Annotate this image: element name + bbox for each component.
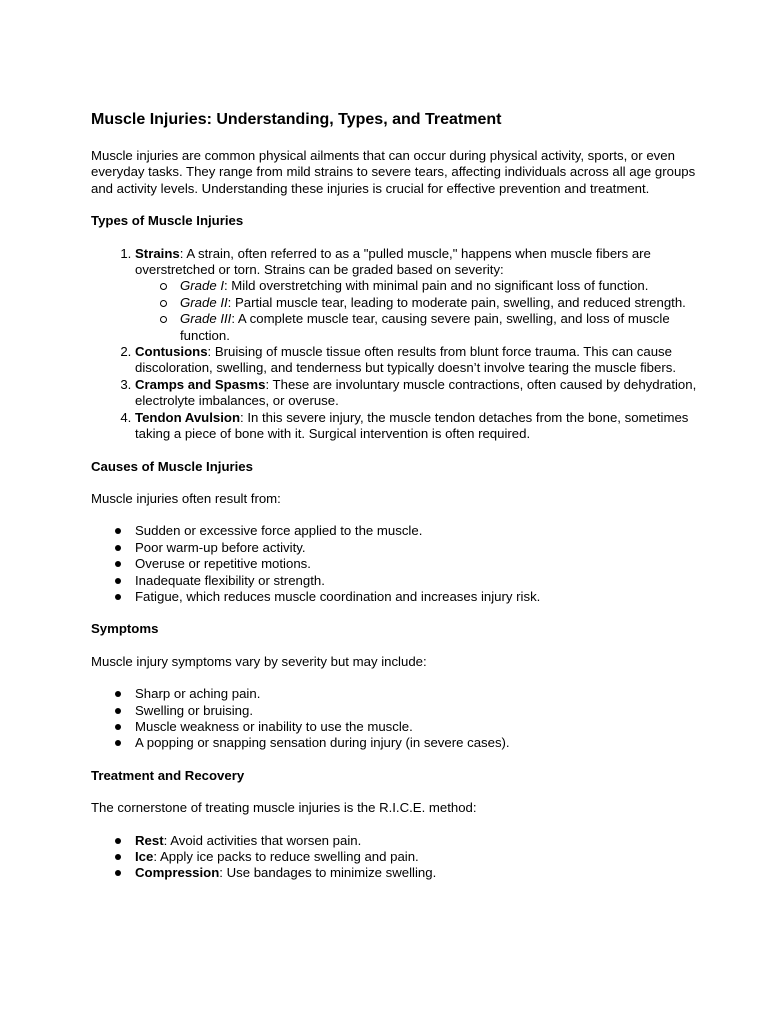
symptoms-intro: Muscle injury symptoms vary by severity but may include: bbox=[91, 653, 427, 669]
term-rest: Rest bbox=[135, 832, 164, 848]
rest-text: : Avoid activities that worsen pain. bbox=[163, 832, 362, 848]
list-item-contusions bbox=[135, 344, 708, 377]
causes-list bbox=[91, 523, 708, 605]
list-item: Sharp or aching pain. bbox=[135, 686, 708, 702]
grade-text: : Partial muscle tear, leading to moderate pain, swelling, and reduced strength. bbox=[227, 294, 686, 310]
list-item: A popping or snapping sensation during injury (in severe cases). bbox=[135, 735, 708, 751]
types-heading: Types of Muscle Injuries bbox=[91, 213, 244, 229]
term-strains: Strains bbox=[135, 245, 180, 261]
grade-text: : A complete muscle tear, causing severe pain, swelling, and loss of muscle function. bbox=[180, 311, 670, 343]
list-item: Inadequate flexibility or strength. bbox=[135, 573, 708, 589]
list-item: Sudden or excessive force applied to the muscle. bbox=[135, 523, 708, 539]
strains-text: : A strain, often referred to as a "pulled muscle," happens when muscle fibers are overstretched or torn. Strains can be graded based on severity: bbox=[135, 245, 651, 278]
symptoms-list bbox=[91, 686, 708, 752]
term-contusions: Contusions bbox=[135, 344, 208, 360]
list-item bbox=[135, 865, 708, 881]
list-item: Fatigue, which reduces muscle coordination and increases injury risk. bbox=[135, 589, 708, 605]
term-cramps: Cramps and Spasms bbox=[135, 376, 266, 392]
treatment-intro: The cornerstone of treating muscle injuries is the R.I.C.E. method: bbox=[91, 800, 477, 816]
term-compression: Compression bbox=[135, 865, 220, 881]
symptoms-heading: Symptoms bbox=[91, 621, 159, 637]
list-item: Overuse or repetitive motions. bbox=[135, 556, 708, 572]
grades-list bbox=[135, 278, 708, 344]
grade-term: Grade III bbox=[180, 311, 232, 327]
grade-term: Grade I bbox=[180, 278, 224, 294]
list-item bbox=[135, 833, 708, 849]
list-item-tendon-avulsion bbox=[135, 410, 708, 443]
list-item: Muscle weakness or inability to use the muscle. bbox=[135, 719, 708, 735]
causes-intro: Muscle injuries often result from: bbox=[91, 490, 281, 506]
compression-text: : Use bandages to minimize swelling. bbox=[219, 865, 437, 881]
contusions-text: : Bruising of muscle tissue often results from blunt force trauma. This can cause discoloration, swelling, and tenderness but typically doesn’t involve tearing the muscle fibers. bbox=[135, 344, 676, 376]
list-item: Poor warm-up before activity. bbox=[135, 540, 708, 556]
term-ice: Ice bbox=[135, 849, 154, 864]
treatment-list bbox=[91, 833, 708, 882]
list-item-strains bbox=[135, 246, 708, 344]
tendon-avulsion-text: : In this severe injury, the muscle tendon detaches from the bone, sometimes taking a piece of bone with it. Surgical intervention is often required. bbox=[135, 409, 689, 442]
intro-paragraph: Muscle injuries are common physical ailments that can occur during physical activity, sports, or even everyday tasks. They range from mild strains to severe tears, affecting individuals across all age groups and activity levels. Understanding these injuries is crucial for effective prevention and treatment. bbox=[91, 148, 696, 196]
document-title: Muscle Injuries: Understanding, Types, and Treatment bbox=[91, 111, 502, 128]
ice-text: : Apply ice packs to reduce swelling and pain. bbox=[153, 849, 419, 864]
cramps-text: : These are involuntary muscle contractions, often caused by dehydration, electrolyte imbalances, or overuse. bbox=[135, 376, 697, 409]
treatment-heading: Treatment and Recovery bbox=[91, 767, 245, 783]
grade-item bbox=[180, 278, 708, 294]
grade-item bbox=[180, 295, 708, 311]
types-list bbox=[91, 246, 708, 443]
grade-term: Grade II bbox=[180, 294, 228, 310]
list-item-cramps bbox=[135, 377, 708, 410]
list-item bbox=[135, 849, 708, 865]
causes-heading: Causes of Muscle Injuries bbox=[91, 458, 253, 474]
grade-item bbox=[180, 311, 708, 344]
grade-text: : Mild overstretching with minimal pain and no significant loss of function. bbox=[223, 278, 649, 294]
list-item: Swelling or bruising. bbox=[135, 703, 708, 719]
term-tendon-avulsion: Tendon Avulsion bbox=[135, 409, 241, 425]
